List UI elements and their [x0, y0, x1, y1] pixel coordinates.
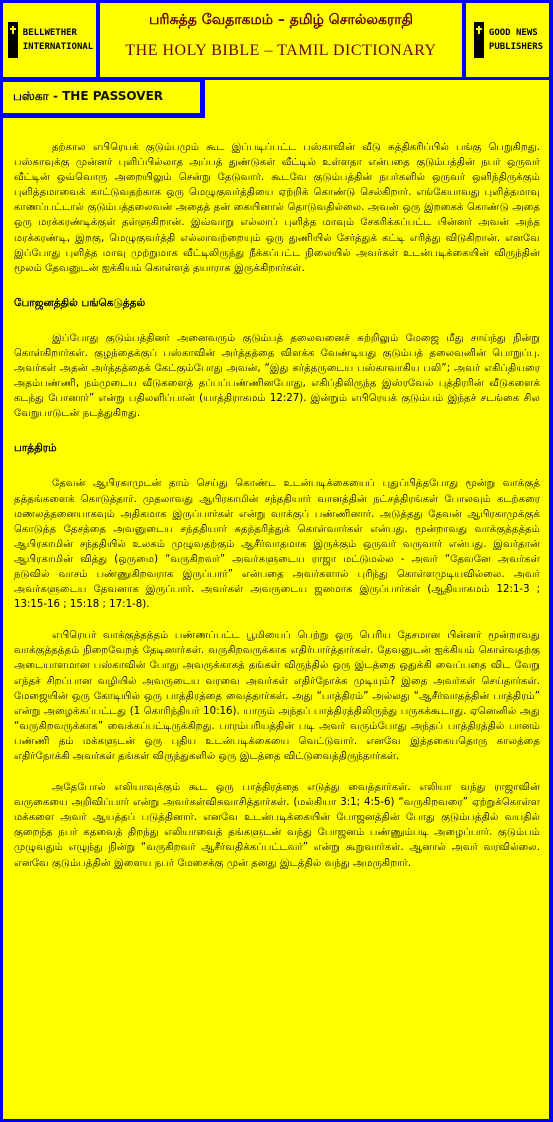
good-news-logo-text: GOOD NEWS PUBLISHERS — [488, 28, 544, 52]
bible-book-icon — [472, 20, 486, 60]
good-news-logo — [466, 3, 549, 77]
bellwether-logo-text: BELLWETHER INTERNATIONAL — [22, 28, 94, 52]
entry-tab — [0, 80, 205, 118]
section-heading: பாத்திரம் — [14, 442, 57, 455]
section-heading: போஜனத்தில் பங்கெடுத்தல் — [14, 296, 146, 309]
paragraph: தேவன் ஆபிரகாமுடன் தாம் செய்து கொண்ட உடன்படிக்கையைப் புதுப்பித்தபோது மூன்று வாக்குத் தத்தங்களைக் கொடுத்தார். முதலாவது ஆபிரகாமின் சந்ததியார் வானத்தின் நட்சத்திரங்கள் போலவும் கடற்கரை மணலத்தனையாகவும் அதிகமாக இருப்பார்கள் என்று வாக்குப் பண்ணினார். அடுத்தது தேவன் ஆபிரகாமுக்குக் கொடுத்த தேசத்தை அவனுடைய சந்ததியார் சுதந்தரித்துக் கொள்வார்கள் என்பது. மூன்றாவது வாக்குத்தத்தம் ஆபிரகாமின் சந்ததியில் உலகம் முழுவதற்கும் ஆசீர்வாதமாக இருக்கும் ஒருவர் வருவார் என்பது. இவர்தான் ஆபிரகாமின் வித்து (ஒருமை) “வருகிறவர்” அவர்களுடைய ராஜா மட்டுமல்ல - அவர் “தேவனே அவர்கள் நடுவில் வாசம் பண்ணுகிறவராக இருப்பார்” என்பதை அவர்களால் புரிந்து கொள்ளமுடியவில்லை. அவர் அவர்களுடைய தேவனாக இருப்பார். அவர்கள் அவருடைய ஜனமாக இருப்பார்கள் (ஆதியாகமம் 12:1-3 ; 13:15-16 ; 15:18 ; 17:1-8). — [14, 478, 540, 611]
title-tamil: பரிசுத்த வேதாகமம் – தமிழ் சொல்லகராதி — [149, 12, 413, 28]
bible-book-icon — [6, 20, 20, 60]
paragraph: இப்போது குடும்பத்தினர் அனைவரும் குடும்பத் தலைவனைச் சுற்றிலும் மேஜை மீது சாய்ந்து நின்று கொள்கிறார்கள். குழந்தைக்குப் பஸ்காவின் அர்த்தத்தை விளக்க வேண்டியது குடும்பத் தலைவனின் பொறுப்பு. அவர்கள் அதன் அர்த்தத்தைக் கேட்கும்போது அவன், “இது கர்த்தருடைய பஸ்காவாகிய பலி”; அவர் எகிப்தியரை அதம்பண்ணி, நம்முடைய வீடுகளைத் தப்பப்பண்ணினபோது, எகிப்திலிருந்த இஸ்ரவேல் புத்திரரின் வீடுகளைக் கடந்து போனார்” என்று பதிலளிப்பான் (யாத்திராகமம் 12:27). இன்றும் எபிரெயக் குடும்பம் இந்தச் சடங்கை சில வேறுபாடுடன் நடத்துகிறது. — [14, 332, 540, 420]
paragraph: அதேபோல் எலியாவுக்கும் கூட ஒரு பாத்திரத்தை எடுத்து வைத்தார்கள். எலியா வந்து ராஜாவின் வருகையை அறிவிப்பார் என்று அவர்கள்விசுவாசித்தார்கள். (மல்கியா 3:1; 4:5-6) “வருகிறவரை” ஏற்றுக்கொள்ள மக்களை அவர் ஆயத்தப் படுத்தினார். எனவே உடன்படிக்கையின் போஜனத்தின் போது குடும்பத்தில் வயதில் குறைந்த நபர் கதவைத் திறந்து எலியாவைத் தங்களுடன் வந்து போஜனம் பண்ணும்படி அழைப்பார். குடும்பம் முழுவதும் எழுந்து நின்று “வருகிறவர் ஆசீர்வதிக்கப்பட்டவர்” என்று கூறுவார்கள். ஆனால் அவர் வரவில்லை. எனவே குடும்பத்தின் இளைய நபர் மேசைக்கு முன் தனது இடத்தில் வந்து அமருகிறார். — [14, 782, 540, 869]
bellwether-logo — [3, 3, 96, 77]
entry-title: பஸ்கா - THE PASSOVER — [3, 82, 200, 113]
paragraph: தற்கால எபிரெயக் குடும்பமும் கூட இப்படிப்பட்ட பஸ்காவின் வீடு சுத்திகரிப்பில் பங்கு பெறுகிறது. பஸ்காவுக்கு முன்னர் புளிப்பில்லாத அப்பத் துண்டுகள் வீட்டில் உள்ளதா என்பதை குடும்பத்தின் நபர் ஒருவர் வீட்டின் ஒவ்வொரு அறையிலும் சென்று தேடுவார். கூடவே குடும்பத்தின் நபர்களில் ஒருவர் ஒளிந்திருக்கும் புளித்தமாவைக் காட்டுவதற்காக ஒரு மெழுகுவர்த்தியை ஏற்றிக் கொண்டு செல்கிறார். எங்கேயாவது புளித்தமாவு காணப்பட்டால் குடும்பத்தலைவன் அதைத் தன் கையினால் தொடுவதில்லை. அவன் ஒரு இறகைக் கொண்டு அதை ஒரு மரக்கரண்டிக்குள் தள்ளுகிறான். இவ்வாறு எல்லாப் புளித்த மாவும் சேகரிக்கப்பட்ட பின்னர் அவன் அந்த மரக்கரண்டி, இறகு, மெழுகுவர்த்தி எல்லாவற்றையும் ஒரு துணியில் சேர்த்துக் கட்டி எரித்து விடுகிறான். எனவே இப்போது புளித்த மாவு முற்றுமாக வீட்டிலிருந்து நீக்கப்பட்ட நிலையில் அவர்கள் உடன்படிக்கையின் விருந்தின் மூலம் தேவனுடன் ஐக்கியம் கொள்ளத் தயாராக இருக்கிறார்கள். — [14, 142, 540, 274]
dictionary-title-box — [100, 3, 462, 77]
title-english: THE HOLY BIBLE – TAMIL DICTIONARY — [125, 42, 437, 59]
header-bar — [0, 0, 553, 80]
entry-content — [14, 124, 540, 1119]
paragraph: எபிரெயர் வாக்குத்தத்தம் பண்ணப்பட்ட பூமியைப் பெற்று ஒரு பெரிய தேசமான பின்னர் மூன்றாவது வாக்குத்தத்தம் நிறைவேறத் தேடினார்கள். வருகிறவருக்காக எதிர்பார்த்தார்கள். தேவனுடன் ஐக்கியம் கொள்வதற்கு அடையாளமான பஸ்காவின் போது அவருக்காகத் தங்கள் விருந்தில் ஒரு இடத்தை ஒதுக்கி வைப்பதை விட வேறு எந்தச் சிறப்பான வழியில் அவருடைய வரவை அவர்கள் எதிர்நோக்க முடியும்? இதை அவர்கள் செய்தார்கள். மேஜையின் ஒரு கோடியில் ஒரு பாத்திரத்தை வைத்தார்கள். அது “பாத்திரம்” அல்லது “ஆசீர்வாதத்தின் பாத்திரம்” என்று அழைக்கப்பட்டது (1 கொரிந்தியர் 10:16). யாரும் அந்தப் பாத்திரத்திலிருந்து பருகக்கூடாது. ஏனெனில் அது “வருகிறவருக்காக” வைக்கப்பட்டிருக்கிறது. பாரம்பரியத்தின் படி அவர் வரும்போது அந்தப் பாத்திரத்தில் பானம் பண்ணி தம் மக்களுடன் ஒரு புதிய உடன்படிக்கையை வெட்டுவார். எனவே இத்தகையதொரு காலத்தை எதிர்நோக்கி அவர்கள் தங்கள் விருந்துகளில் ஒரு இடத்தை விட்டுவைத்திருந்தார்கள். — [14, 630, 540, 762]
frame-left-border — [0, 118, 3, 1122]
frame-right-border — [549, 80, 553, 1122]
